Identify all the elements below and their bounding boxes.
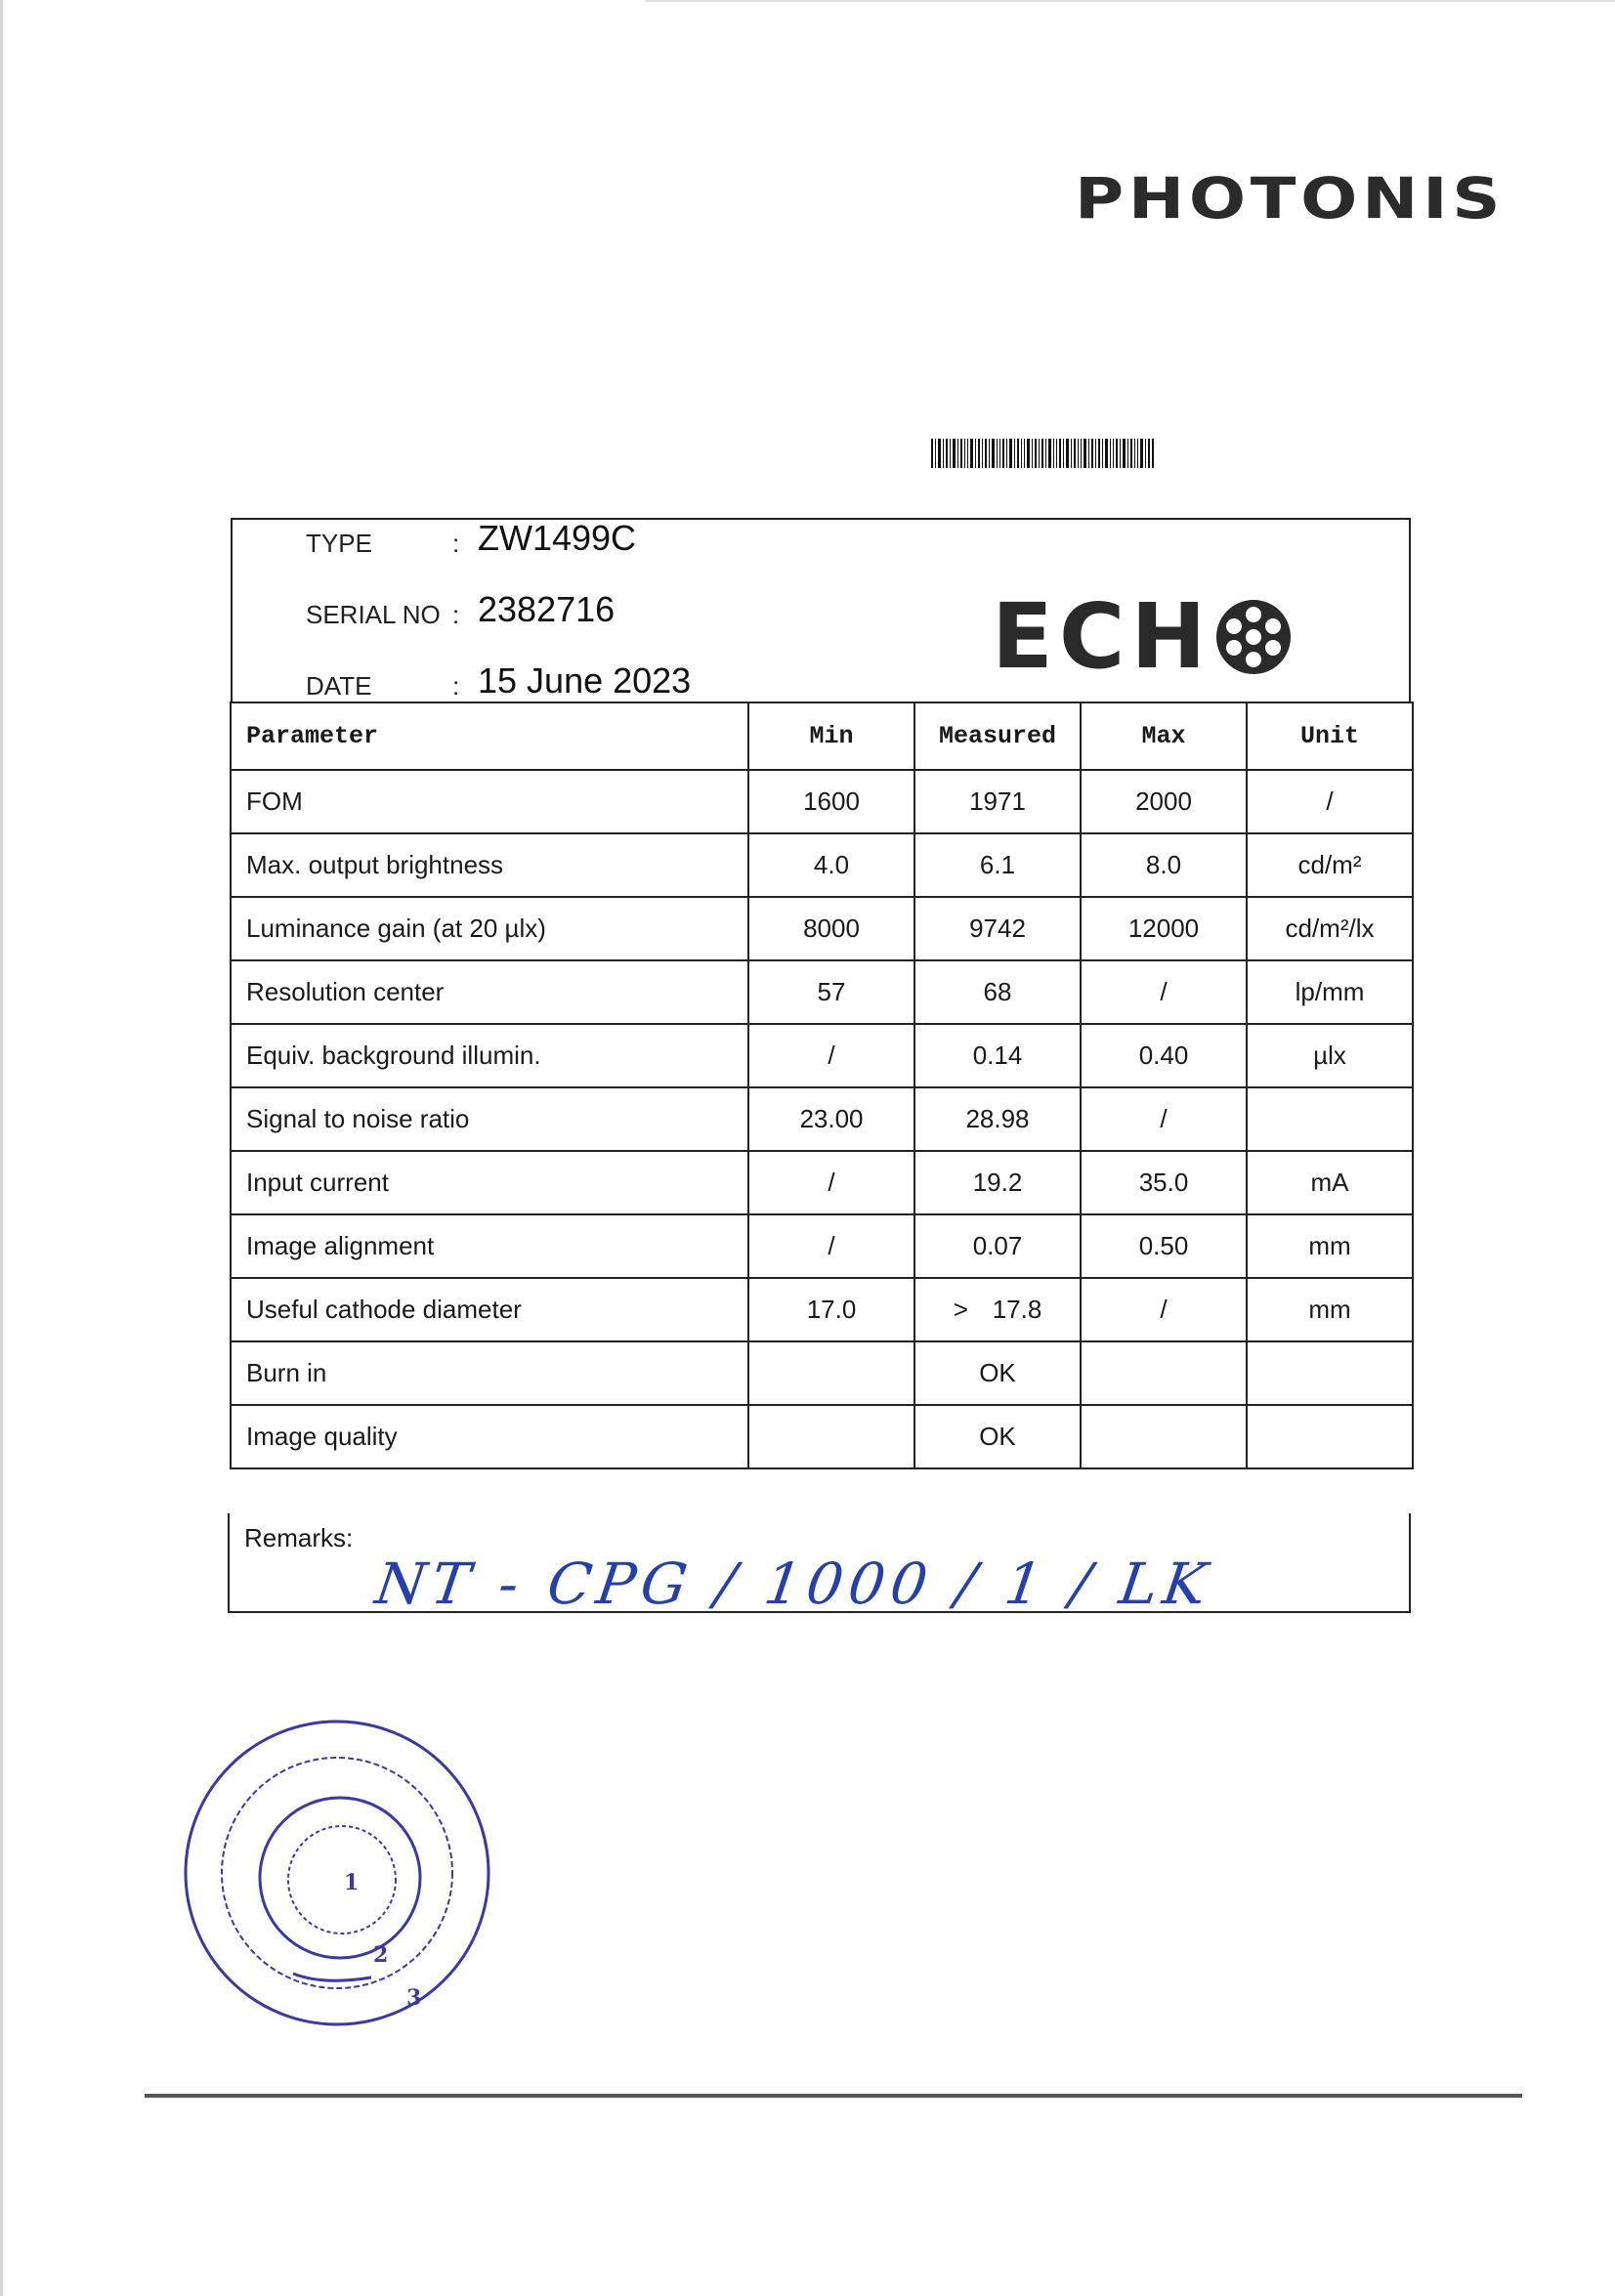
- cell-unit: mA: [1247, 1151, 1413, 1214]
- cell-measured: 19.2: [914, 1151, 1081, 1214]
- table-row: [231, 833, 1413, 897]
- cell-unit: cd/m²: [1247, 833, 1413, 897]
- remarks-box: [228, 1513, 1411, 1617]
- cell-unit: lp/mm: [1247, 960, 1413, 1024]
- cell-min: 23.00: [748, 1087, 914, 1151]
- cell-measured: OK: [914, 1405, 1081, 1468]
- cell-parameter: Image quality: [231, 1405, 748, 1468]
- cell-unit: [1247, 1087, 1413, 1151]
- type-label: TYPE: [306, 529, 372, 558]
- date-row: [306, 662, 691, 702]
- brand-logo: PHOTONIS: [1075, 165, 1506, 232]
- table-row: [231, 897, 1413, 960]
- parameters-table: [230, 702, 1414, 1469]
- cell-unit: [1247, 1341, 1413, 1405]
- cell-parameter: Image alignment: [231, 1214, 748, 1278]
- serial-colon: :: [452, 600, 460, 629]
- cell-measured: 28.98: [914, 1087, 1081, 1151]
- cell-max: 2000: [1081, 770, 1247, 833]
- column-header-unit: Unit: [1247, 702, 1413, 770]
- bottom-divider: [145, 2094, 1522, 2098]
- cell-min: /: [748, 1214, 914, 1278]
- inspection-stamp: [176, 1712, 508, 2044]
- remarks-label: Remarks:: [244, 1523, 354, 1552]
- cell-measured: 68: [914, 960, 1081, 1024]
- cell-measured: 9742: [914, 897, 1081, 960]
- cell-unit: /: [1247, 770, 1413, 833]
- table-row: [231, 1151, 1413, 1214]
- cell-max: /: [1081, 960, 1247, 1024]
- column-header-measured: Measured: [914, 702, 1081, 770]
- cell-parameter: Input current: [231, 1151, 748, 1214]
- cell-measured: 0.07: [914, 1214, 1081, 1278]
- column-header-parameter: Parameter: [231, 702, 748, 770]
- stamp-graphic: [176, 1712, 508, 2044]
- cell-parameter: Resolution center: [231, 960, 748, 1024]
- table-row: [231, 1214, 1413, 1278]
- cell-max: [1081, 1405, 1247, 1468]
- serial-value: 2382716: [478, 589, 616, 629]
- cell-max: 12000: [1081, 897, 1247, 960]
- type-value: ZW1499C: [478, 518, 637, 558]
- cell-parameter: Max. output brightness: [231, 833, 748, 897]
- cell-max: /: [1081, 1278, 1247, 1341]
- barcode-graphic: [931, 439, 1154, 468]
- cell-measured-value: 17.8: [992, 1295, 1042, 1324]
- serial-row: [306, 591, 615, 630]
- table-row: [231, 1405, 1413, 1468]
- cell-unit: [1247, 1405, 1413, 1468]
- cell-measured: 0.14: [914, 1024, 1081, 1087]
- echo-logo-o-icon: [1213, 597, 1294, 677]
- cell-measured: 6.1: [914, 833, 1081, 897]
- type-colon: :: [452, 529, 460, 558]
- page-edge: [0, 0, 3, 2296]
- cell-unit: mm: [1247, 1214, 1413, 1278]
- cell-parameter: FOM: [231, 770, 748, 833]
- cell-min: /: [748, 1151, 914, 1214]
- cell-min: /: [748, 1024, 914, 1087]
- serial-label: SERIAL NO: [306, 600, 441, 629]
- cell-min: [748, 1341, 914, 1405]
- cell-min: [748, 1405, 914, 1468]
- table-row: [231, 960, 1413, 1024]
- table-header-row: [231, 702, 1413, 770]
- date-colon: :: [452, 671, 460, 701]
- stamp-mark-1: 1: [344, 1870, 360, 1895]
- date-value: 15 June 2023: [478, 660, 692, 701]
- table-row: [231, 1024, 1413, 1087]
- cell-max: 0.40: [1081, 1024, 1247, 1087]
- page-edge-top: [645, 0, 1615, 2]
- cell-parameter: Useful cathode diameter: [231, 1278, 748, 1341]
- echo-logo-text: ECH: [992, 584, 1212, 689]
- cell-min: 1600: [748, 770, 914, 833]
- cell-unit: mm: [1247, 1278, 1413, 1341]
- cell-parameter: Equiv. background illumin.: [231, 1024, 748, 1087]
- cell-max: /: [1081, 1087, 1247, 1151]
- barcode: [931, 439, 1154, 468]
- cell-parameter: Burn in: [231, 1341, 748, 1405]
- table-row: [231, 770, 1413, 833]
- cell-max: 8.0: [1081, 833, 1247, 897]
- stamp-mark-3: 3: [406, 1985, 422, 2011]
- cell-max: 0.50: [1081, 1214, 1247, 1278]
- date-label: DATE: [306, 671, 372, 701]
- cell-min: 4.0: [748, 833, 914, 897]
- cell-measured: [914, 1278, 1081, 1341]
- column-header-max: Max: [1081, 702, 1247, 770]
- greater-than-sign: >: [953, 1295, 968, 1324]
- cell-unit: µlx: [1247, 1024, 1413, 1087]
- cell-measured: OK: [914, 1341, 1081, 1405]
- table-row: [231, 1278, 1413, 1341]
- cell-min: 8000: [748, 897, 914, 960]
- cell-parameter: Luminance gain (at 20 µlx): [231, 897, 748, 960]
- cell-min: 17.0: [748, 1278, 914, 1341]
- table-row: [231, 1341, 1413, 1405]
- type-row: [306, 520, 636, 559]
- cell-max: 35.0: [1081, 1151, 1247, 1214]
- cell-max: [1081, 1341, 1247, 1405]
- cell-measured: 1971: [914, 770, 1081, 833]
- cell-min: 57: [748, 960, 914, 1024]
- table-row: [231, 1087, 1413, 1151]
- echo-logo: [992, 584, 1294, 689]
- stamp-mark-2: 2: [373, 1942, 389, 1968]
- column-header-min: Min: [748, 702, 914, 770]
- cell-unit: cd/m²/lx: [1247, 897, 1413, 960]
- remarks-handwritten-note: NT - CPG / 1000 / 1 / LK: [371, 1551, 1217, 1617]
- cell-parameter: Signal to noise ratio: [231, 1087, 748, 1151]
